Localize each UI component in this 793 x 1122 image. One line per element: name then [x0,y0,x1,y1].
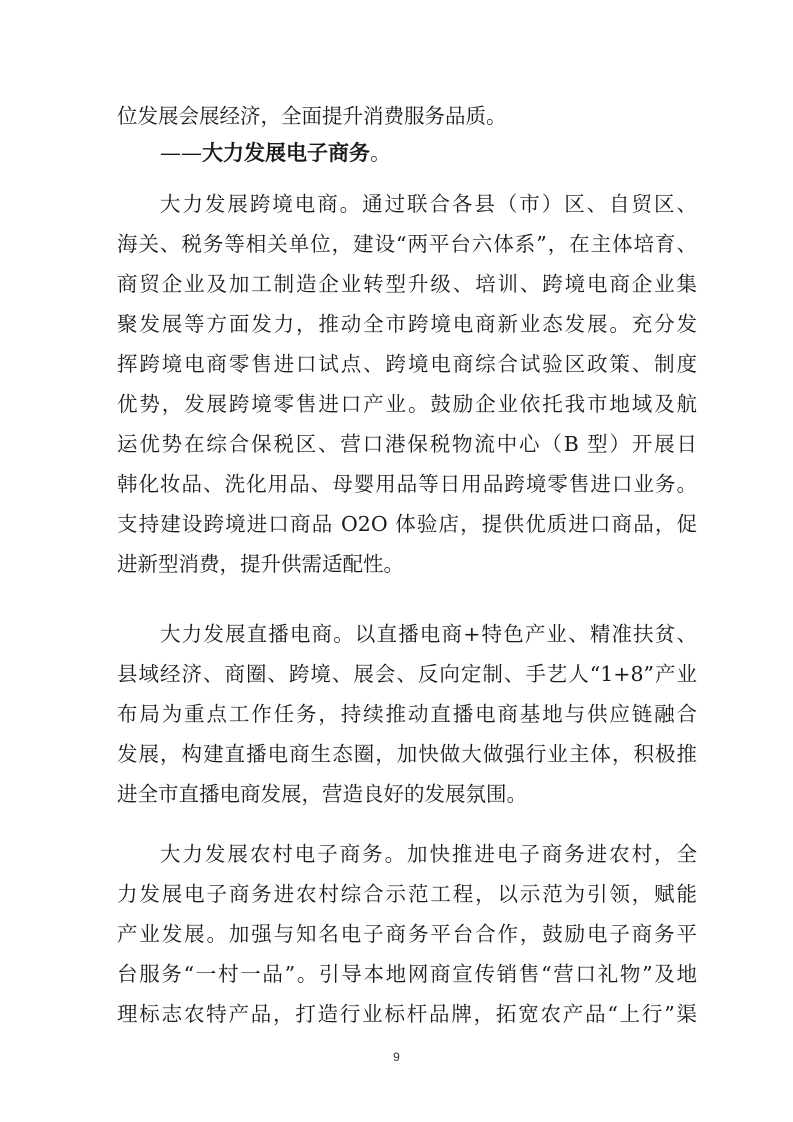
text-line: 运优势在综合保税区、营口港保税物流中心（B 型）开展日 [117,432,697,456]
text-line: 进新型消费，提升供需适配性。 [117,552,404,576]
heading-text: 大力发展电子商务 [202,140,370,165]
text-line: 县域经济、商圈、跨境、展会、反向定制、手艺人“1+8”产业 [117,662,697,686]
paragraph-first-line: 大力发展农村电子商务。加快推进电子商务进农村，全 [160,842,697,866]
text-line: 进全市直播电商发展，营造良好的发展氛围。 [117,782,527,806]
heading-dash: —— [160,141,202,165]
text-line: 支持建设跨境进口商品 O2O 体验店，提供优质进口商品，促 [117,512,697,536]
text-line: 布局为重点工作任务，持续推动直播电商基地与供应链融合 [117,702,697,726]
text-line: 产业发展。加强与知名电子商务平台合作，鼓励电子商务平 [117,922,697,946]
heading-punct: 。 [370,141,391,165]
text-line: 聚发展等方面发力，推动全市跨境电商新业态发展。充分发 [117,312,697,336]
text-line: 韩化妆品、洗化用品、母婴用品等日用品跨境零售进口业务。 [117,472,697,496]
text-line: 台服务“一村一品”。引导本地网商宣传销售“营口礼物”及地 [117,962,697,986]
section-heading [160,139,391,167]
text-line: 商贸企业及加工制造企业转型升级、培训、跨境电商企业集 [117,272,697,296]
text-line: 发展，构建直播电商生态圈，加快做大做强行业主体，积极推 [117,742,697,766]
page-number: 9 [393,1050,400,1064]
text-line: 海关、税务等相关单位，建设“两平台六体系”，在主体培育、 [117,232,697,256]
text-line: 位发展会展经济，全面提升消费服务品质。 [117,104,507,128]
text-line: 挥跨境电商零售进口试点、跨境电商综合试验区政策、制度 [117,352,697,376]
paragraph-first-line: 大力发展直播电商。以直播电商+特色产业、精准扶贫、 [160,622,697,646]
text-line: 优势，发展跨境零售进口产业。鼓励企业依托我市地域及航 [117,392,697,416]
text-line: 力发展电子商务进农村综合示范工程，以示范为引领，赋能 [117,882,697,906]
text-line: 理标志农特产品，打造行业标杆品牌，拓宽农产品“上行”渠 [117,1002,697,1026]
paragraph-first-line: 大力发展跨境电商。通过联合各县（市）区、自贸区、 [160,192,697,216]
